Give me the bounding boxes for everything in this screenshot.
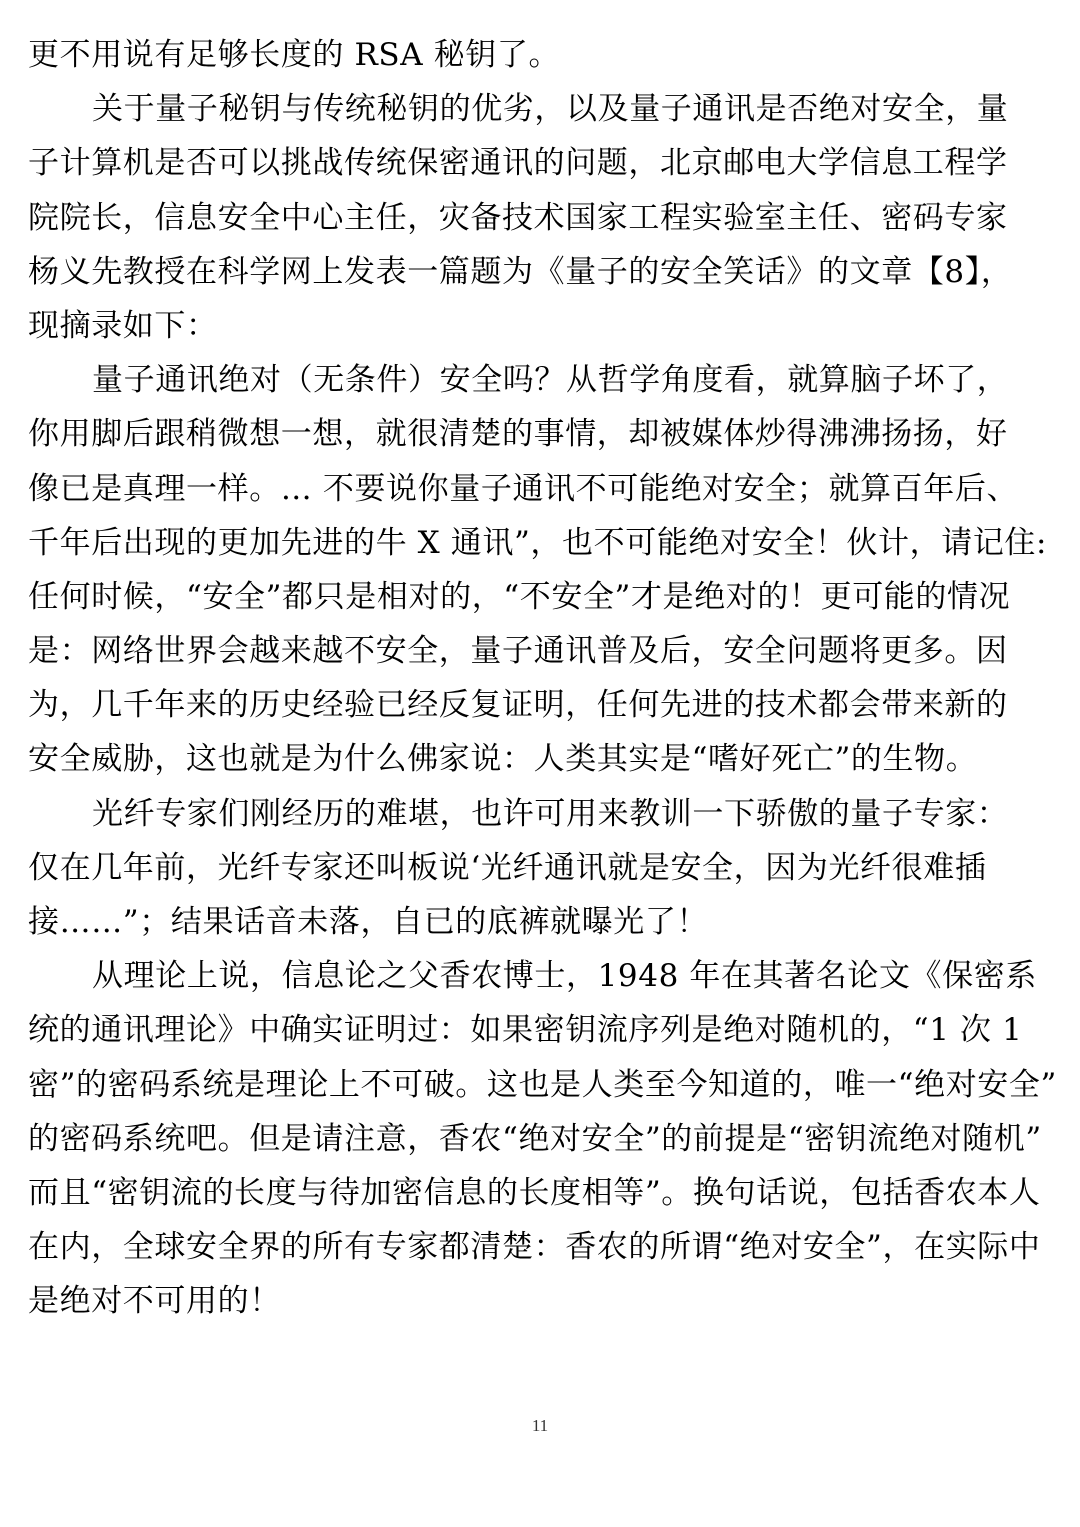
page-number: 11 [531,1416,549,1435]
text-line: 院院长，信息安全中心主任，灾备技术国家工程实验室主任、密码专家 [28,199,1008,236]
text-line: 密”的密码系统是理论上不可破。这也是人类至今知道的，唯一“绝对安全” [28,1066,1057,1103]
text-line: 现摘录如下： [28,307,218,344]
text-line: 在内，全球安全界的所有专家都清楚：香农的所谓“绝对安全”，在实际中 [28,1229,1041,1266]
text-line: 接……”；结果话音未落，自已的底裤就曝光了！ [28,904,709,940]
text-line: 为，几千年来的历史经验已经反复证明，任何先进的技术都会带来新的 [28,687,1008,724]
text-line: 杨义先教授在科学网上发表一篇题为《量子的安全笑话》的文章【8】， [28,253,1013,290]
text-line: 是绝对不可用的！ [28,1283,281,1320]
document-body [28,28,1058,1329]
text-line: 任何时候，“安全”都只是相对的，“不安全”才是绝对的！更可能的情况 [28,578,1011,615]
text-line: 像已是真理一样。… 不要说你量子通讯不可能绝对安全；就算百年后、 [28,470,1019,507]
paragraph-start-line: 从理论上说，信息论之父香农博士，1948 年在其著名论文《保密系 [92,958,1037,995]
paragraph-start-line: 关于量子秘钥与传统秘钥的优劣，以及量子通讯是否绝对安全，量 [92,91,1009,128]
text-line: 你用脚后跟稍微想一想，就很清楚的事情，却被媒体炒得沸沸扬扬，好 [28,416,1008,453]
text-line: 的密码系统吧。但是请注意，香农“绝对安全”的前提是“密钥流绝对随机” [28,1120,1042,1157]
text-line: 统的通讯理论》中确实证明过：如果密钥流序列是绝对随机的，“1 次 1 [28,1012,1023,1049]
text-line: 千年后出现的更加先进的牛 X 通讯”，也不可能绝对安全！伙计，请记住: [28,524,1048,561]
paragraph-start-line: 量子通讯绝对（无条件）安全吗？从哲学角度看，就算脑子坏了， [92,362,1009,399]
text-line: 仅在几年前，光纤专家还叫板说‘光纤通讯就是安全，因为光纤很难插 [28,849,987,886]
text-line: 更不用说有足够长度的 RSA 秘钥了。 [28,37,561,73]
text-line: 而且“密钥流的长度与待加密信息的长度相等”。换句话说，包括香农本人 [28,1174,1041,1211]
text-line: 是：网络世界会越来越不安全，量子通讯普及后，安全问题将更多。因 [28,633,1008,670]
text-line: 安全威胁，这也就是为什么佛家说：人类其实是“嗜好死亡”的生物。 [28,741,978,778]
text-line: 子计算机是否可以挑战传统保密通讯的问题，北京邮电大学信息工程学 [28,145,1008,182]
paragraph-start-line: 光纤专家们刚经历的难堪，也许可用来教训一下骄傲的量子专家： [92,795,1009,832]
